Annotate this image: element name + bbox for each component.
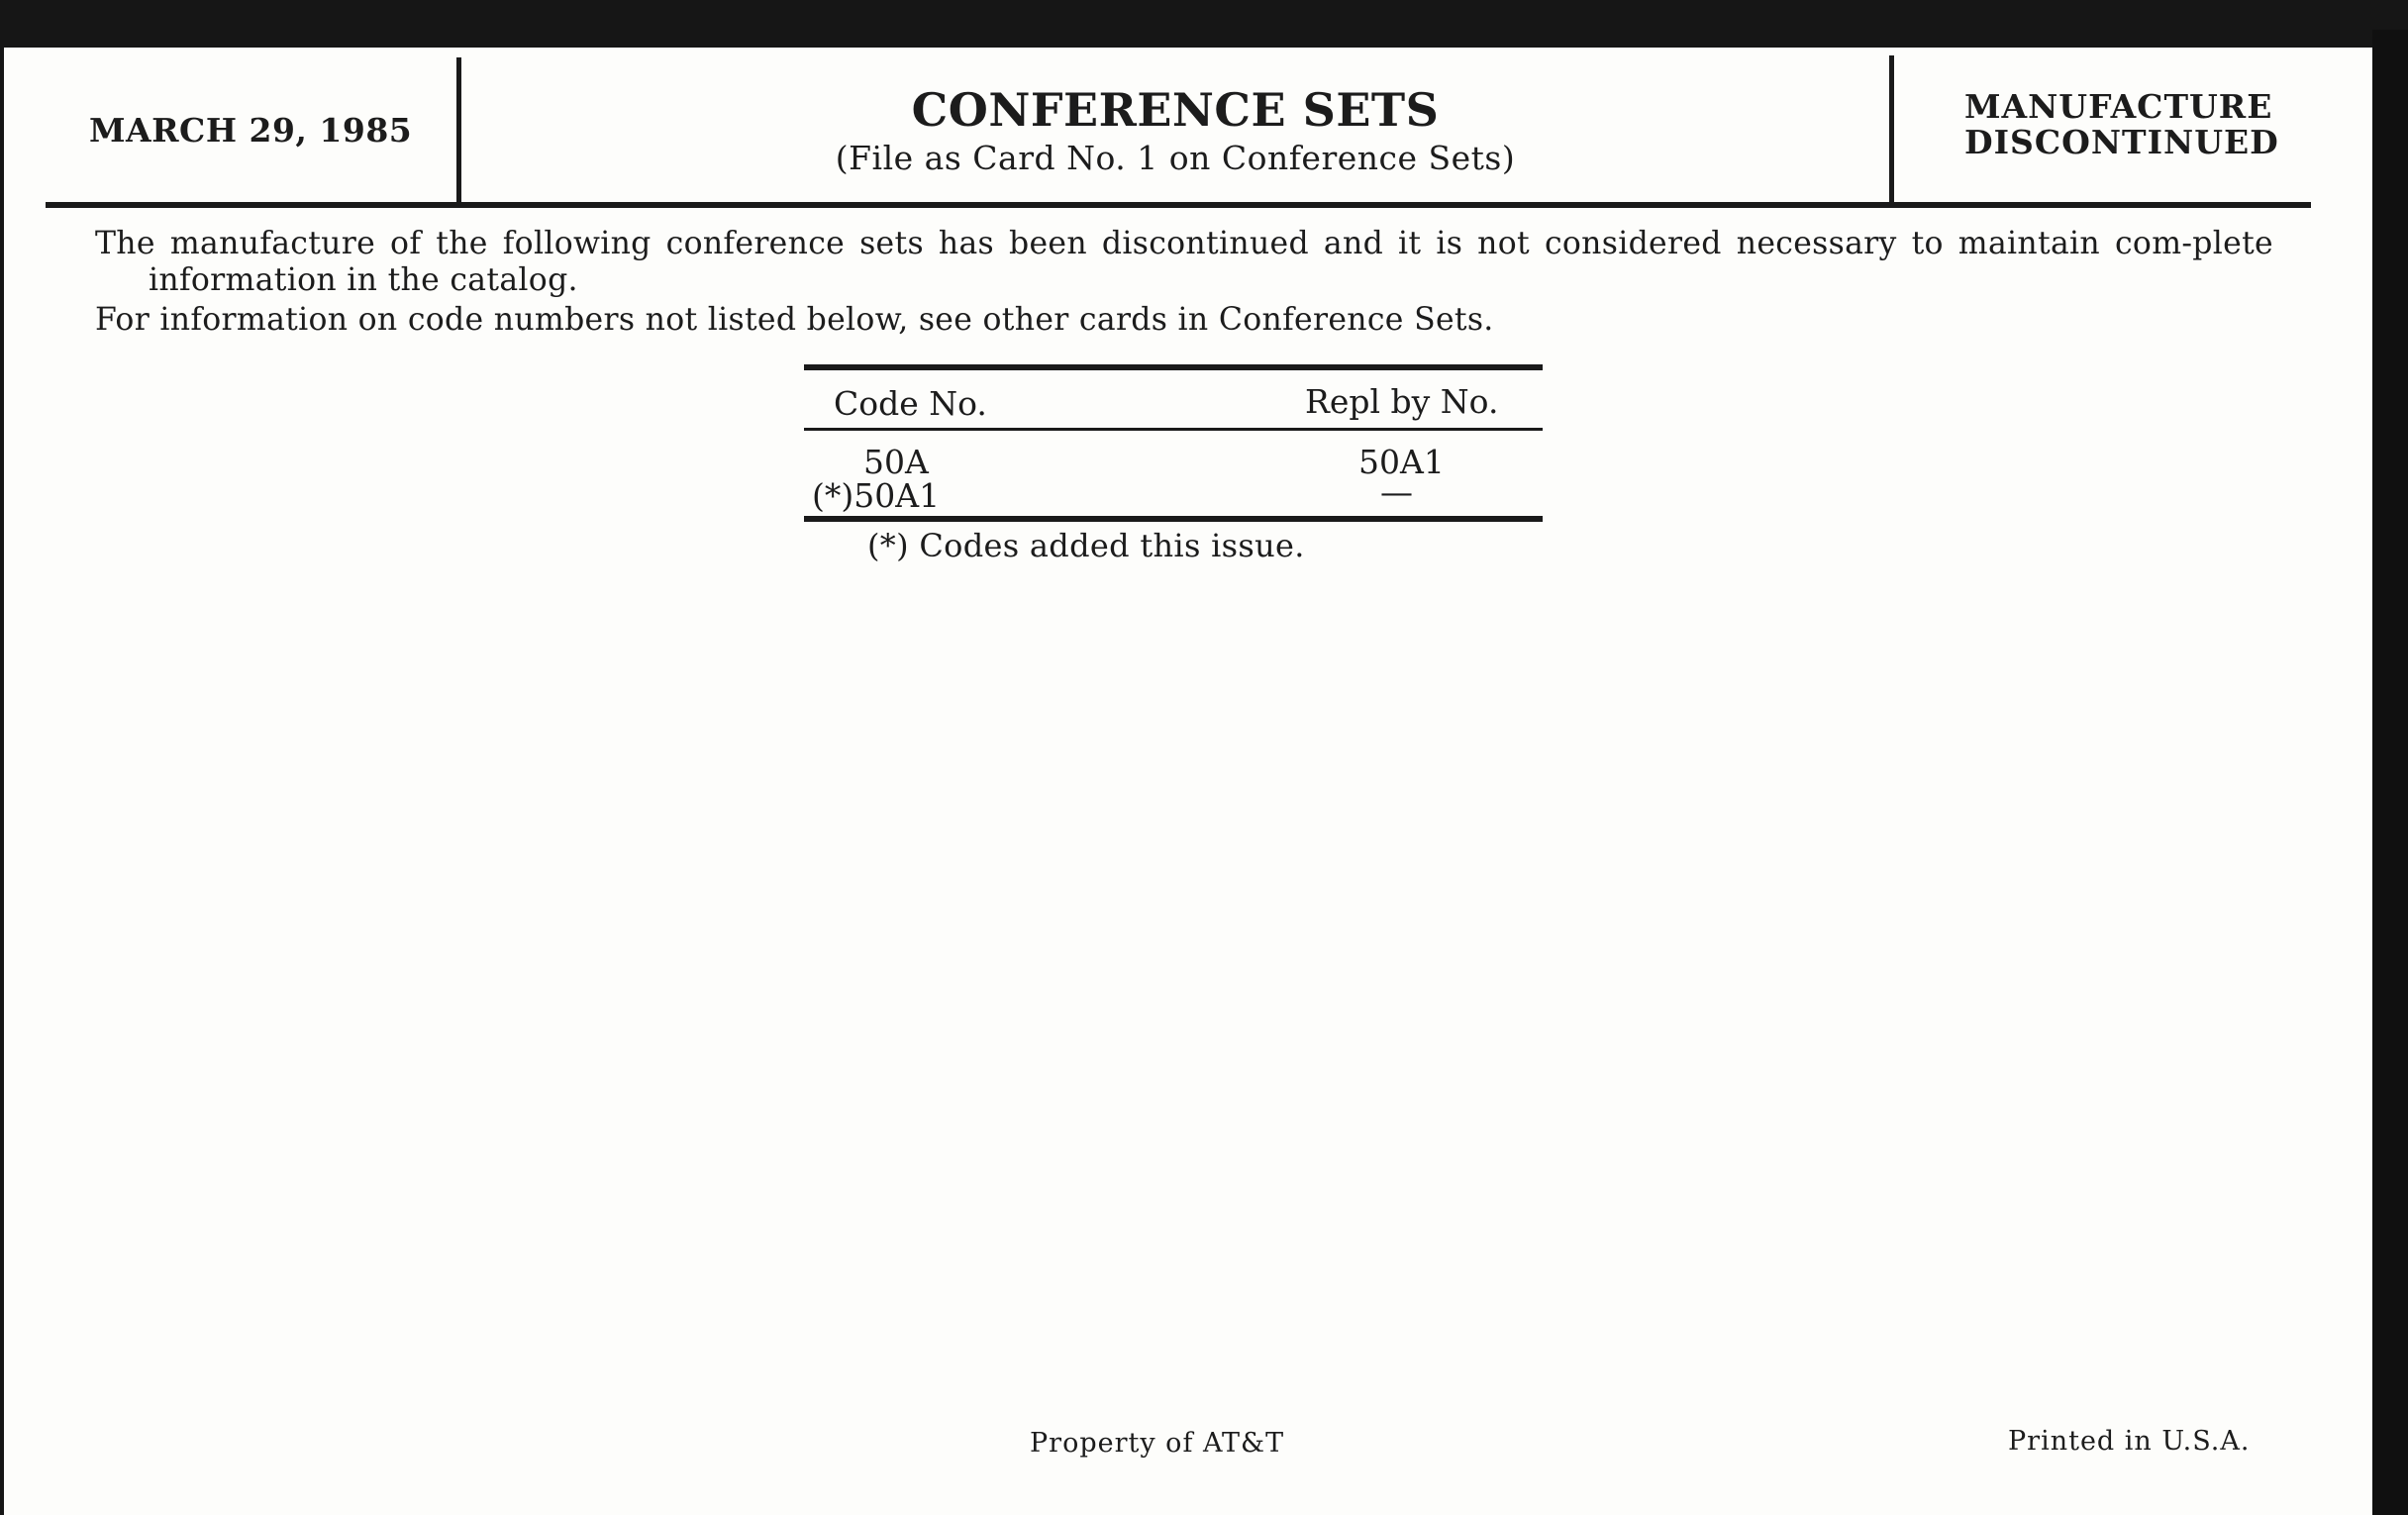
table-cell-repl: 50A1 (1358, 443, 1445, 481)
column-header-repl: Repl by No. (1305, 382, 1499, 421)
table-header-row (804, 370, 1543, 428)
table-cell-code: 50A (863, 443, 929, 481)
footer-property: Property of AT&T (1030, 1428, 1285, 1459)
table-cell-code: (*)50A1 (812, 476, 941, 515)
intro-text (95, 226, 2273, 339)
scan-edge (2372, 30, 2408, 1515)
footer-printed: Printed in U.S.A. (2008, 1426, 2251, 1457)
table-body (804, 431, 1543, 516)
table-footnote: (*) Codes added this issue. (867, 527, 1305, 564)
issue-date: MARCH 29, 1985 (89, 111, 413, 150)
intro-paragraph-2: For information on code numbers not listed below, see other cards in Conference Sets. (95, 302, 1494, 338)
code-table (804, 364, 1543, 522)
page-title: CONFERENCE SETS (911, 83, 1440, 137)
table-bottom-rule (804, 516, 1543, 522)
column-header-code: Code No. (834, 384, 987, 423)
status-line-2: DISCONTINUED (1964, 123, 2279, 161)
table-cell-repl: — (1380, 472, 1413, 511)
status-label (1964, 89, 2279, 160)
header-divider-right (1889, 55, 1894, 204)
intro-paragraph-1: The manufacture of the following conference sets has been discontinued and it is not considered necessary to maintain com-plete information in the catalog. (95, 226, 2273, 298)
status-line-1: MANUFACTURE (1964, 87, 2273, 126)
header-rule (46, 202, 2311, 208)
page-subtitle: (File as Card No. 1 on Conference Sets) (835, 139, 1516, 177)
